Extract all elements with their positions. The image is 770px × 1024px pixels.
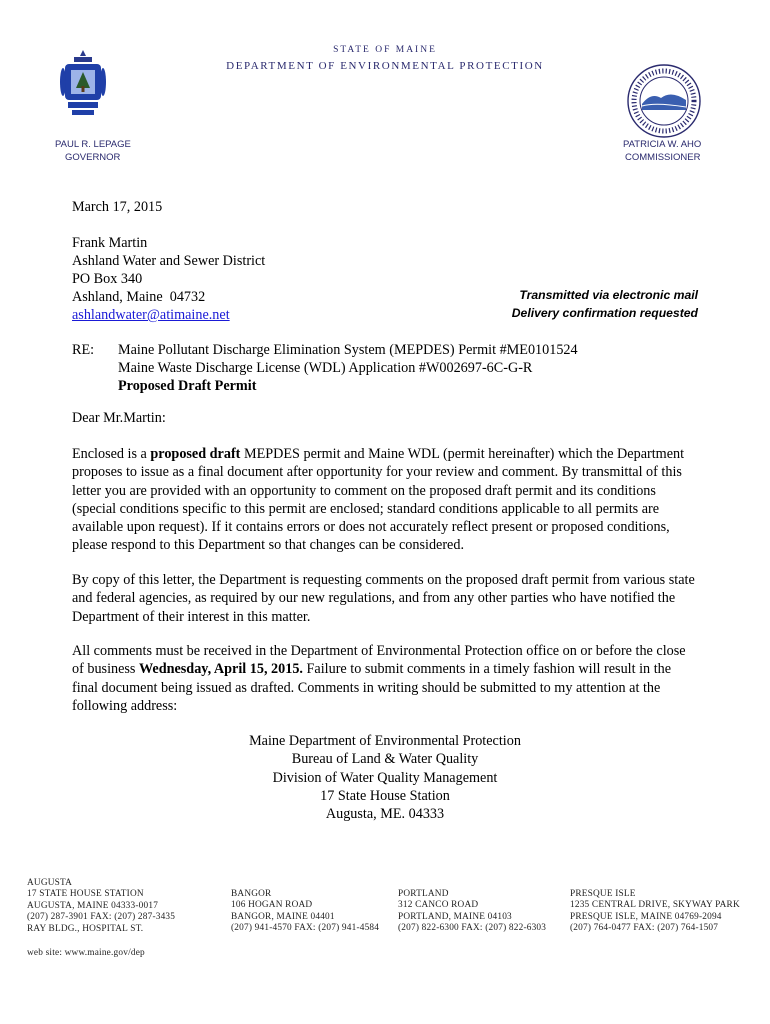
p1-text-c: MEPDES permit and Maine WDL (permit hereinafter) which the Department proposes to issue as a final document after opportunity for your review and comment. By transmittal of this letter you are provided with an opportunity to comment on the proposed draft permit and its conditions (special conditions specific to this permit are enclosed; standard conditions applicable to all permits are available upon request). If it contains errors or does not accurately reflect present or proposed conditions, please respond to this Department so that changes can be considered.: [72, 446, 685, 554]
address-line: Division of Water Quality Management: [272, 769, 498, 786]
recipient-org: Ashland Water and Sewer District: [72, 253, 266, 269]
dep-seal-icon: [625, 62, 703, 140]
p1-text-a: Enclosed is a: [72, 446, 151, 462]
footer-line: PRESQUE ISLE: [570, 889, 636, 899]
footer-line: 106 HOGAN ROAD: [231, 900, 313, 911]
transmittal-line2: Delivery confirmation requested: [511, 306, 698, 320]
address-line: 17 State House Station: [320, 787, 450, 804]
governor-name: PAUL R. LEPAGE: [55, 139, 131, 150]
footer-line: PORTLAND, MAINE 04103: [398, 911, 512, 922]
footer-line: 1235 CENTRAL DRIVE, SKYWAY PARK: [570, 900, 740, 911]
re-line2: Maine Waste Discharge License (WDL) Application #W002697-6C-G-R: [118, 360, 533, 376]
footer-line: AUGUSTA: [27, 878, 73, 888]
footer-line: PORTLAND: [398, 889, 449, 899]
commissioner-title: COMMISSIONER: [625, 152, 701, 163]
state-heading: STATE OF MAINE: [333, 45, 437, 55]
footer-office-portland: [398, 889, 546, 935]
recipient-address1: PO Box 340: [72, 271, 143, 287]
p1-bold: proposed draft: [150, 446, 241, 462]
recipient-address2: Ashland, Maine 04732: [72, 289, 206, 305]
footer-line: AUGUSTA, MAINE 04333-0017: [27, 900, 159, 911]
footer-line: (207) 941-4570 FAX: (207) 941-4584: [231, 923, 380, 934]
address-line: Bureau of Land & Water Quality: [291, 751, 479, 768]
recipient-block: [72, 234, 265, 324]
re-block: [118, 341, 578, 395]
address-line: Maine Department of Environmental Protection: [249, 733, 521, 749]
footer-line: BANGOR: [231, 889, 272, 899]
p3-text-a: All comments must be received in the Department of Environmental Protection office on or before the close of business: [72, 643, 686, 678]
paragraph-2: By copy of this letter, the Department is requesting comments on the proposed draft permit from various state and federal agencies, as required by our new regulations, and from any other parties who have notified the Department of their interest in this matter.: [72, 572, 695, 625]
footer-office-presque-isle: [570, 889, 740, 935]
footer-line: RAY BLDG., HOSPITAL ST.: [27, 923, 144, 934]
address-line: Augusta, ME. 04333: [325, 806, 445, 823]
paragraph-3: [72, 642, 697, 715]
footer-office-bangor: [231, 889, 379, 935]
footer-line: (207) 764-0477 FAX: (207) 764-1507: [570, 923, 719, 934]
re-line3: Proposed Draft Permit: [118, 378, 257, 394]
footer-line: (207) 822-6300 FAX: (207) 822-6303: [398, 923, 547, 934]
footer-line: BANGOR, MAINE 04401: [231, 911, 335, 922]
footer-line: PRESQUE ISLE, MAINE 04769-2094: [570, 911, 722, 922]
address-block: [0, 732, 770, 823]
recipient-email-link[interactable]: ashlandwater@atimaine.net: [72, 307, 230, 323]
state-seal-icon: [60, 48, 106, 118]
re-line1: Maine Pollutant Discharge Elimination System (MEPDES) Permit #ME0101524: [118, 342, 578, 358]
p3-bold: Wednesday, April 15, 2015.: [139, 661, 303, 678]
p3-text-c: Failure to submit comments in a timely fashion will result in the final document being issued as drafted. Comments in writing should be submitted to my attention at the following address:: [72, 661, 672, 714]
footer-office-augusta: [27, 878, 175, 935]
transmittal-note: [512, 286, 698, 322]
transmittal-line1: Transmitted via electronic mail: [519, 288, 698, 302]
salutation: Dear Mr.Martin:: [72, 410, 166, 426]
re-label: RE:: [72, 342, 95, 358]
commissioner-name: PATRICIA W. AHO: [623, 139, 702, 150]
paragraph-1: [72, 445, 697, 555]
footer-line: (207) 287-3901 FAX: (207) 287-3435: [27, 912, 176, 923]
governor-title: GOVERNOR: [65, 152, 121, 163]
department-heading: DEPARTMENT OF ENVIRONMENTAL PROTECTION: [226, 60, 544, 72]
letter-date: March 17, 2015: [72, 199, 163, 215]
footer-website[interactable]: web site: www.maine.gov/dep: [27, 948, 145, 958]
footer-line: 17 STATE HOUSE STATION: [27, 889, 144, 900]
footer-line: 312 CANCO ROAD: [398, 900, 479, 911]
recipient-name: Frank Martin: [72, 235, 148, 251]
